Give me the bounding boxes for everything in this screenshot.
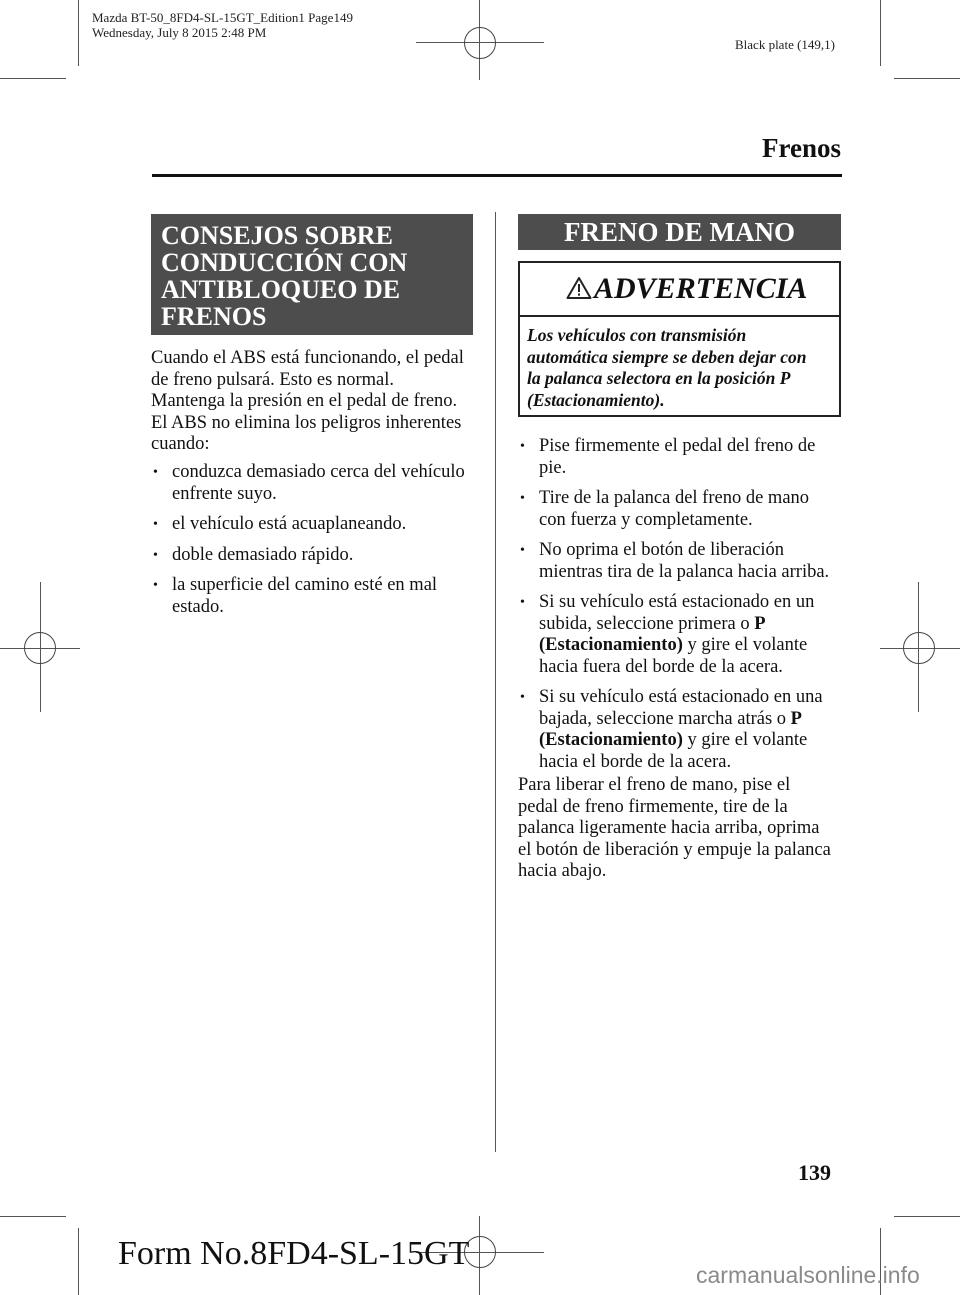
- list-item: [518, 540, 848, 583]
- text-line: enfrente suyo.: [172, 483, 277, 504]
- text-span: bajada, seleccione marcha atrás o: [539, 708, 791, 729]
- list-item: [151, 514, 486, 536]
- text-line: [539, 730, 848, 752]
- text-line: el vehículo está acuaplaneando.: [172, 514, 407, 534]
- heading-line: ANTIBLOQUEO DE: [161, 275, 401, 304]
- bullet-icon: •: [520, 439, 525, 454]
- text-line: Si su vehículo está estacionado en una: [539, 687, 823, 707]
- bullet-icon: •: [153, 465, 158, 480]
- warning-title: ADVERTENCIA: [594, 272, 808, 305]
- text-line: El ABS no elimina los peligros inherentes: [151, 412, 462, 433]
- bullet-icon: •: [153, 547, 158, 563]
- parking-position-label: (Estacionamiento): [539, 730, 683, 750]
- text-line: No oprima el botón de liberación: [539, 540, 785, 560]
- text-line: [539, 709, 848, 731]
- text-line: hacia fuera del borde de la acera.: [539, 656, 783, 677]
- text-line: mientras tira de la palanca hacia arriba.: [539, 561, 830, 582]
- heading-line: CONDUCCIÓN CON: [161, 248, 408, 277]
- text-line: (Estacionamiento).: [527, 389, 665, 410]
- bullet-icon: •: [153, 578, 158, 593]
- form-number: Form No.8FD4-SL-15GT: [118, 1235, 470, 1272]
- text-line: palanca ligeramente hacia arriba, oprima: [518, 818, 820, 838]
- text-line: hacia el borde de la acera.: [539, 751, 732, 772]
- intro-paragraph: [151, 348, 481, 456]
- list-item: [151, 545, 486, 567]
- column-divider: [495, 212, 496, 1152]
- text-span: y gire el volante: [682, 730, 808, 750]
- print-meta-line-2: Wednesday, July 8 2015 2:48 PM: [92, 25, 267, 40]
- warning-title-row: [520, 263, 839, 317]
- text-line: el botón de liberación y empuje la palanca: [518, 839, 831, 860]
- text-line: la superficie del camino esté en mal: [172, 575, 438, 595]
- plate-info: Black plate (149,1): [735, 37, 835, 52]
- heading-parking-brake: FRENO DE MANO: [518, 214, 841, 250]
- text-line: Cuando el ABS está funcionando, el pedal: [151, 348, 464, 368]
- text-line: pie.: [539, 457, 567, 478]
- text-line: conduzca demasiado cerca del vehículo: [172, 462, 465, 482]
- text-line: automática siempre se deben dejar con: [527, 346, 807, 367]
- heading-line: CONSEJOS SOBRE: [161, 221, 393, 250]
- list-item: [518, 592, 848, 678]
- list-item: [518, 436, 848, 479]
- header-rule: [152, 174, 842, 177]
- bullet-icon: •: [520, 491, 525, 506]
- position-p-label: P: [790, 708, 802, 729]
- text-line: Tire de la palanca del freno de mano: [539, 488, 810, 508]
- abs-bullet-list: [151, 462, 486, 627]
- parking-position-label: (Estacionamiento): [539, 635, 683, 655]
- text-span: subida, seleccione primera o: [539, 613, 755, 634]
- text-line: [539, 614, 848, 636]
- text-line: hacia abajo.: [518, 861, 607, 881]
- text-line: Para liberar el freno de mano, pise el: [518, 775, 791, 795]
- bullet-icon: •: [520, 543, 525, 558]
- text-line: con fuerza y completamente.: [539, 509, 753, 530]
- warning-body: [527, 325, 839, 411]
- text-line: [539, 635, 848, 657]
- text-line: Los vehículos con transmisión: [527, 325, 747, 345]
- text-line: pedal de freno firmemente, tire de la: [518, 796, 788, 817]
- position-p-label: P: [754, 613, 766, 634]
- print-meta-line-1: Mazda BT-50_8FD4-SL-15GT_Edition1 Page149: [92, 10, 353, 25]
- bullet-icon: •: [520, 690, 525, 705]
- text-span: y gire el volante: [682, 635, 808, 655]
- text-line: la palanca selectora en la posición P: [527, 368, 791, 388]
- list-item: [518, 488, 848, 531]
- page-number: 139: [798, 1160, 831, 1185]
- site-watermark: carmanualsonline.info: [696, 1262, 920, 1288]
- warning-triangle-icon: [566, 276, 592, 300]
- text-line: estado.: [172, 596, 224, 617]
- text-line: de freno pulsará. Esto es normal.: [151, 369, 394, 390]
- parking-brake-bullet-list: [518, 436, 848, 782]
- bullet-icon: •: [520, 595, 525, 610]
- heading-abs-tips: [151, 214, 473, 335]
- text-line: cuando:: [151, 434, 210, 454]
- list-item: [151, 575, 486, 618]
- text-line: Mantenga la presión en el pedal de freno.: [151, 391, 458, 411]
- heading-line: FRENOS: [161, 302, 267, 331]
- warning-box: [518, 261, 841, 417]
- section-title: Frenos: [762, 133, 841, 163]
- list-item: [151, 462, 486, 505]
- text-line: Si su vehículo está estacionado en un: [539, 592, 815, 612]
- release-instructions-paragraph: [518, 775, 848, 883]
- text-line: Pise firmemente el pedal del freno de: [539, 436, 816, 456]
- text-line: doble demasiado rápido.: [172, 544, 354, 565]
- bullet-icon: •: [153, 517, 158, 532]
- list-item: [518, 687, 848, 773]
